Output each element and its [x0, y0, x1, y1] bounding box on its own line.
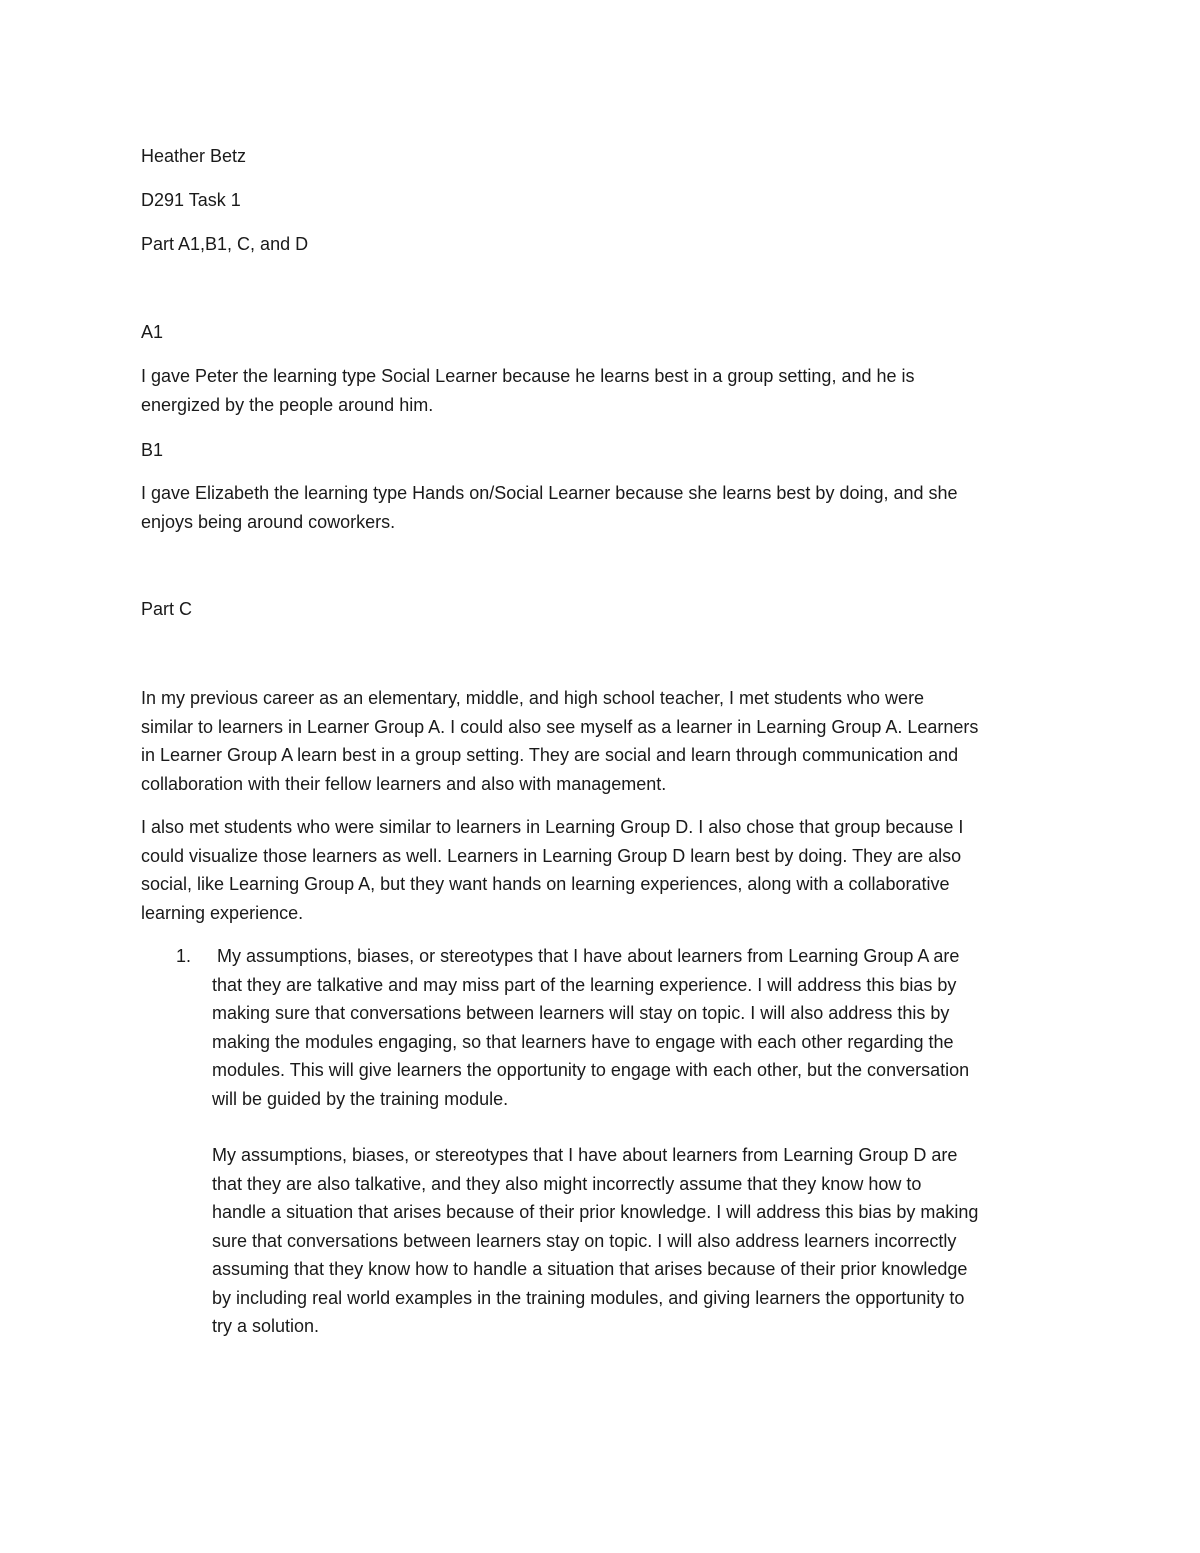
- parts-label: Part A1,B1, C, and D: [141, 234, 309, 254]
- list-line: assuming that they know how to handle a situation that arises because of their prior knowledge: [212, 1259, 968, 1279]
- list-item-continuation: [212, 1141, 978, 1341]
- list-number: 1.: [176, 946, 192, 966]
- paragraph-line: In my previous career as an elementary, middle, and high school teacher, I met students who were: [141, 688, 925, 708]
- list-line: My assumptions, biases, or stereotypes that I have about learners from Learning Group A are: [212, 946, 960, 966]
- list-line: making sure that conversations between learners will stay on topic. I will also address this by: [212, 1003, 950, 1023]
- paragraph-line: similar to learners in Learner Group A. I could also see myself as a learner in Learning Group A. Learners: [141, 716, 979, 737]
- paragraph-line: collaboration with their fellow learners and also with management.: [141, 773, 667, 794]
- paragraph-a1: [141, 362, 915, 419]
- paragraph-line: could visualize those learners as well. Learners in Learning Group D learn best by doing. They are also: [141, 845, 962, 866]
- list-line: sure that conversations between learners stay on topic. I will also address learners incorrectly: [212, 1230, 957, 1251]
- paragraph-line: energized by the people around him.: [141, 394, 434, 415]
- course-title: D291 Task 1: [141, 190, 241, 210]
- heading-a1: A1: [141, 322, 164, 342]
- list-item: [212, 942, 969, 1113]
- paragraph-c2: [141, 813, 963, 927]
- list-line: handle a situation that arises because of their prior knowledge. I will address this bias by making: [212, 1202, 979, 1222]
- paragraph-line: I gave Elizabeth the learning type Hands on/Social Learner because she learns best by doing, and she: [141, 483, 958, 503]
- list-line: will be guided by the training module.: [212, 1088, 509, 1109]
- paragraph-line: I gave Peter the learning type Social Learner because he learns best in a group setting, and he is: [141, 366, 915, 386]
- paragraph-line: in Learner Group A learn best in a group setting. They are social and learn through communication and: [141, 745, 959, 765]
- list-line: making the modules engaging, so that learners have to engage with each other regarding the: [212, 1031, 954, 1052]
- paragraph-line: enjoys being around coworkers.: [141, 511, 396, 532]
- paragraph-line: I also met students who were similar to learners in Learning Group D. I also chose that group because I: [141, 817, 964, 837]
- author-name: Heather Betz: [141, 146, 247, 166]
- list-line: that they are talkative and may miss part of the learning experience. I will address this bias by: [212, 974, 957, 995]
- paragraph-c1: [141, 684, 978, 798]
- heading-part-c: Part C: [141, 599, 193, 619]
- paragraph-b1: [141, 479, 958, 536]
- list-line: My assumptions, biases, or stereotypes that I have about learners from Learning Group D are: [212, 1145, 958, 1165]
- list-line: modules. This will give learners the opportunity to engage with each other, but the conversation: [212, 1060, 970, 1080]
- paragraph-line: learning experience.: [141, 902, 304, 923]
- heading-b1: B1: [141, 440, 164, 460]
- list-line: by including real world examples in the training modules, and giving learners the opportunity to: [212, 1287, 965, 1308]
- list-line: try a solution.: [212, 1316, 320, 1336]
- list-line: that they are also talkative, and they also might incorrectly assume that they know how to: [212, 1173, 922, 1194]
- paragraph-line: social, like Learning Group A, but they want hands on learning experiences, along with a collaborative: [141, 874, 950, 894]
